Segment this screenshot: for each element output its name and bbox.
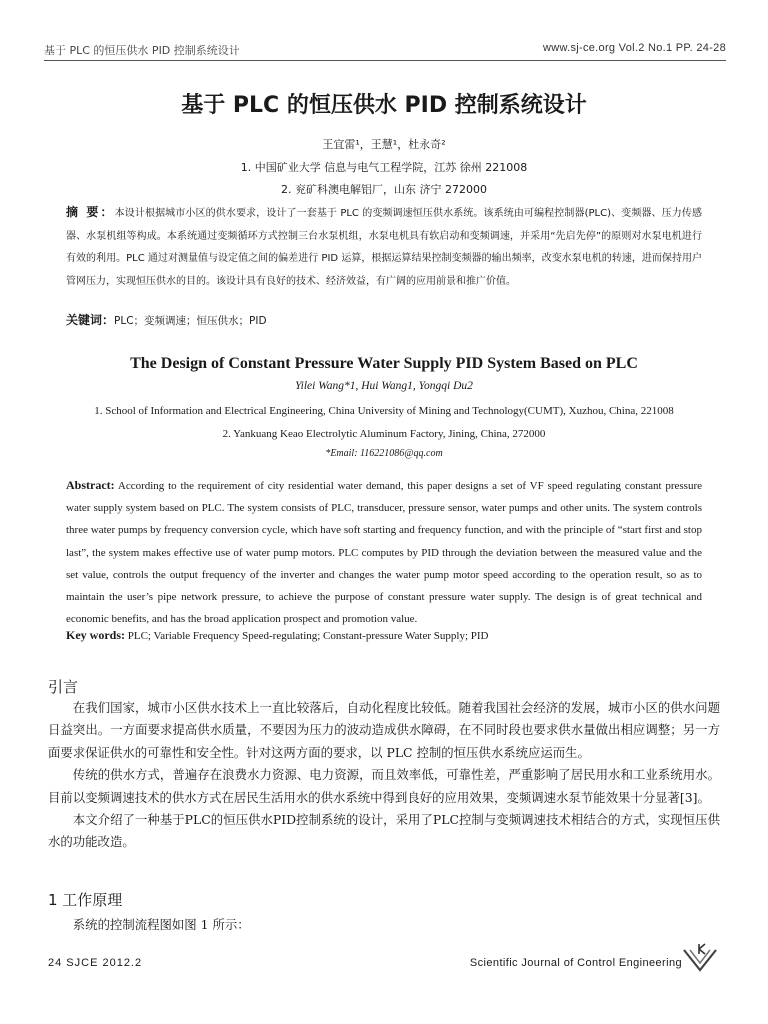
chinese-abstract bbox=[66, 201, 702, 293]
footer-journal-name: Scientific Journal of Control Engineering bbox=[469, 957, 682, 969]
introduction-paragraph-2: 传统的供水方式，普遍存在浪费水力资源、电力资源，而且效率低，可靠性差，严重影响了居民用水和工业系统用水。目前以变频调速技术的供水方式在居民生活用水的供水系统中得到良好的应用效果，变频调速水泵节能效果十分显著[3]。 bbox=[48, 767, 720, 805]
english-keywords bbox=[66, 628, 488, 643]
section-heading-introduction: 引言 bbox=[48, 678, 79, 696]
chinese-affiliation-1: 1. 中国矿业大学 信息与电气工程学院，江苏 徐州 221008 bbox=[240, 161, 528, 174]
english-title: The Design of Constant Pressure Water Supply PID System Based on PLC bbox=[130, 355, 638, 372]
chinese-abstract-text: 本设计根据城市小区的供水要求，设计了一套基于 PLC 的变频调速恒压供水系统。该系统由可编程控制器(PLC)、变频器、压力传感器、水泵机组等构成。本系统通过变频循环方式控制三台水泵机组，水泵电机具有软启动和变频调速，并采用“先启先停”的原则对水泵电机进行有效的利用。PLC 通过对测量值与设定值之间的偏差进行 PID 运算，根据运算结果控制变频器的输出频率，改变水泵电机的转速，进而保持用户管网压力，实现恒压供水的目的。该设计具有良好的技术、经济效益，有广阔的应用前景和推广价值。 bbox=[66, 208, 702, 287]
english-keywords-label: Key words: bbox=[66, 628, 125, 642]
chinese-affiliation-2: 2. 兖矿科澳电解铝厂，山东 济宁 272000 bbox=[281, 183, 487, 196]
running-header-journal-info: www.sj-ce.org Vol.2 No.1 PP. 24-28 bbox=[542, 42, 726, 54]
introduction-paragraph-3: 本文介绍了一种基于PLC的恒压供水PID控制系统的设计，采用了PLC控制与变频调速技术相结合的方式，实现恒压供水的功能改造。 bbox=[48, 812, 720, 850]
introduction-paragraph-1: 在我们国家，城市小区供水技术上一直比较落后，自动化程度比较低。随着我国社会经济的发展，城市小区的供水问题日益突出。一方面要求提高供水质量，不要因为压力的波动造成供水障碍，在不同时段也要求供水量做出相应调整；另一方面要求保证供水的可靠性和安全性。针对这两方面的要求，以 PLC 控制的恒压供水系统应运而生。 bbox=[48, 700, 720, 760]
english-authors: Yilei Wang*1, Hui Wang1, Yongqi Du2 bbox=[295, 380, 473, 392]
journal-logo-icon bbox=[682, 942, 718, 974]
chinese-authors: 王宜雷¹，王慧¹，杜永奇² bbox=[322, 138, 446, 151]
english-affiliation-1: 1. School of Information and Electrical Engineering, China University of Mining and Technology(CUMT), Xuzhou, China, 221008 bbox=[94, 405, 674, 417]
footer-page-info: 24 SJCE 2012.2 bbox=[48, 957, 143, 969]
author-email: *Email: 116221086@qq.com bbox=[325, 448, 443, 459]
chinese-keywords bbox=[66, 311, 267, 328]
english-abstract-label: Abstract: bbox=[66, 478, 115, 492]
header-divider bbox=[44, 60, 726, 61]
chinese-abstract-label: 摘 要： bbox=[66, 205, 115, 219]
introduction-body bbox=[48, 697, 720, 854]
chinese-keywords-label: 关键词： bbox=[66, 313, 115, 327]
english-keywords-text: PLC; Variable Frequency Speed-regulating; Constant-pressure Water Supply; PID bbox=[127, 630, 489, 642]
running-header-title: 基于 PLC 的恒压供水 PID 控制系统设计 bbox=[44, 44, 240, 57]
working-principle-paragraph-1: 系统的控制流程图如图 1 所示： bbox=[72, 917, 250, 932]
english-abstract bbox=[66, 474, 702, 630]
english-abstract-text: According to the requirement of city residential water demand, this paper designs a set of VF speed regulating constant pressure water supply system based on PLC. The system consists of PLC, transducer, pressure sensor, water pumps and other units. The system controls three water pumps by frequency conversion cycle, which have soft starting and frequency function, and with the principle of “start first and stop last”, the system makes effective use of water pump motors. PLC computes by PID through the deviation between the measured value and the set value, controls the output frequency of the inverter and changes the water pump motor speed according to the operation result, so as to maintain the user’s pipe network pressure, to achieve the purpose of constant pressure water supply. The design is of great technical and economic benefits, and has the broad application prospect and promotion value. bbox=[66, 480, 702, 626]
working-principle-body bbox=[48, 914, 720, 936]
chinese-keywords-text: PLC；变频调速；恒压供水；PID bbox=[114, 315, 267, 327]
chinese-title: 基于 PLC 的恒压供水 PID 控制系统设计 bbox=[181, 93, 587, 118]
english-affiliation-2: 2. Yankuang Keao Electrolytic Aluminum Factory, Jining, China, 272000 bbox=[222, 428, 546, 440]
section-heading-working-principle: 1 工作原理 bbox=[48, 891, 123, 909]
